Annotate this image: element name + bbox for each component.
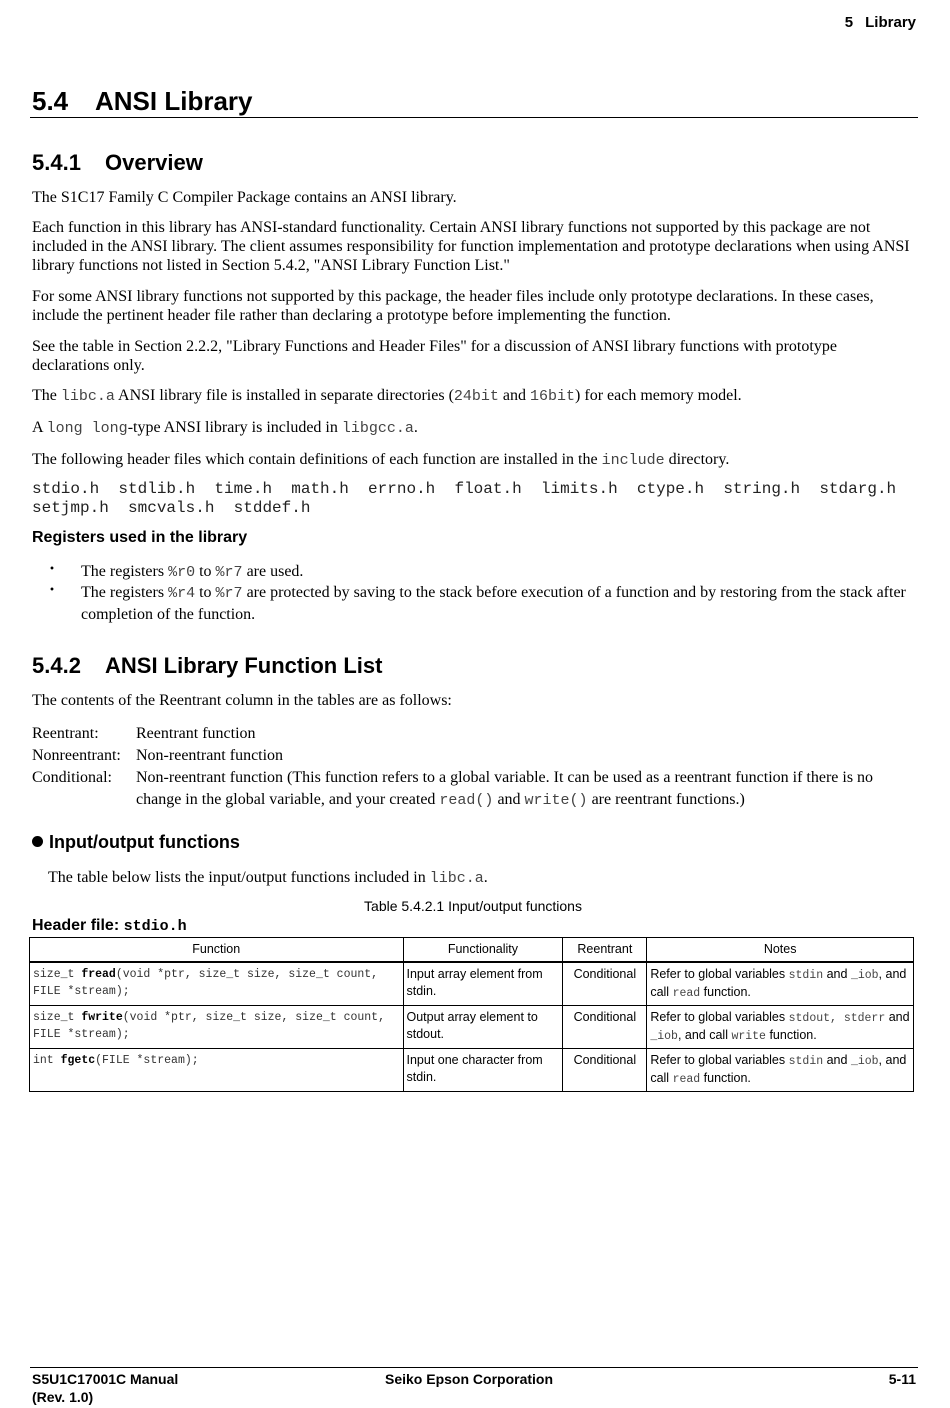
text: directory. xyxy=(664,451,730,468)
footer-rule xyxy=(30,1367,918,1368)
definition-conditional xyxy=(32,767,916,812)
overview-paragraph-4: See the table in Section 2.2.2, "Library Functions and Header Files" for a discussion of ANSI library functions with prototype declarations only. xyxy=(32,338,837,374)
definition-term: Reentrant: xyxy=(32,725,99,742)
reentrant-cell: Conditional xyxy=(563,1006,647,1049)
overview-number: 5.4.1 xyxy=(32,150,81,175)
code-function: read xyxy=(672,987,701,1000)
text: are reentrant functions.) xyxy=(587,791,745,808)
bullet-dot: ・ xyxy=(44,561,61,578)
text: The following header files which contain definitions of each function are installed in the xyxy=(32,451,602,468)
function-prototype xyxy=(30,1049,404,1092)
code-long-long: long long xyxy=(46,420,128,437)
text: to xyxy=(195,563,216,580)
definition-nonreentrant xyxy=(32,745,916,767)
column-header: Notes xyxy=(647,938,914,963)
overview-paragraph-2: Each function in this library has ANSI-standard functionality. Certain ANSI library functions not supported by this package are not included in the ANSI library. The client assumes responsibility for function implementation and prototype declarations when using ANSI library functions not listed in Section 5.4.2, "ANSI Library Function List." xyxy=(32,219,910,274)
definition-term: Conditional: xyxy=(32,769,112,786)
code-register: %r4 xyxy=(168,585,196,602)
code-libc: libc.a xyxy=(60,388,115,405)
code-variable: _iob xyxy=(850,969,879,982)
text: The registers xyxy=(81,563,169,580)
code-variable: _iob xyxy=(650,1030,678,1043)
overview-heading xyxy=(32,150,203,176)
text: The xyxy=(32,387,61,404)
io-functions-title: Input/output functions xyxy=(49,832,240,852)
table-header-row xyxy=(30,938,914,963)
text: function. xyxy=(700,1071,751,1085)
header-file-label xyxy=(32,917,187,935)
function-args: (void *ptr, size_t size, size_t count, FILE *stream); xyxy=(33,1011,385,1041)
header-files-line-1: stdio.h stdlib.h time.h math.h errno.h float.h limits.h ctype.h string.h stdarg.h xyxy=(32,480,897,498)
overview-paragraph-7 xyxy=(32,450,916,470)
section-heading xyxy=(32,86,253,117)
bullet-text xyxy=(81,561,916,583)
overview-title: Overview xyxy=(105,150,203,175)
bullet-circle-icon xyxy=(32,836,43,847)
overview-paragraph-1: The S1C17 Family C Compiler Package contains an ANSI library. xyxy=(32,189,457,206)
page-number: 5-11 xyxy=(888,1371,916,1387)
code-variable: stdout, stderr xyxy=(788,1012,886,1025)
manual-revision: (Rev. 1.0) xyxy=(32,1389,94,1405)
table-row xyxy=(30,1006,914,1049)
function-name: fread xyxy=(81,968,116,981)
text: are used. xyxy=(242,563,304,580)
text: and xyxy=(823,1053,851,1067)
text: Refer to global variables xyxy=(650,1053,789,1067)
bullet-dot: ・ xyxy=(44,582,61,599)
text: -type ANSI library is included in xyxy=(127,419,342,436)
bullet-text xyxy=(81,582,916,625)
notes-cell xyxy=(647,1006,914,1049)
overview-paragraph-3: For some ANSI library functions not supported by this package, the header files include only prototype declarations. In these cases, include the pertinent header file rather than declaring a prototype before implementing the function. xyxy=(32,288,874,324)
section-rule xyxy=(30,117,918,118)
reentrant-cell: Conditional xyxy=(563,962,647,1006)
reentrant-cell: Conditional xyxy=(563,1049,647,1092)
register-bullet-1 xyxy=(44,561,916,583)
definition-desc: Non-reentrant function xyxy=(136,747,284,764)
code-register: %r0 xyxy=(168,564,196,581)
io-functions-heading xyxy=(32,832,240,853)
functionality-cell: Input one character from stdin. xyxy=(403,1049,563,1092)
column-header: Functionality xyxy=(403,938,563,963)
notes-cell xyxy=(647,962,914,1006)
text: and xyxy=(498,387,531,404)
notes-cell xyxy=(647,1049,914,1092)
text: function. xyxy=(765,1028,817,1042)
table-row xyxy=(30,1049,914,1092)
section-number: 5.4 xyxy=(32,86,69,116)
code-16bit: 16bit xyxy=(530,388,576,405)
reentrant-intro: The contents of the Reentrant column in the tables are as follows: xyxy=(32,692,452,709)
manual-title: S5U1C17001C Manual xyxy=(32,1371,179,1387)
text: The registers xyxy=(81,584,169,601)
text: and xyxy=(823,967,851,981)
functionality-cell: Output array element to stdout. xyxy=(403,1006,563,1049)
code-function: read xyxy=(672,1073,701,1086)
overview-paragraph-5 xyxy=(32,386,916,406)
code-libgcc: libgcc.a xyxy=(341,420,414,437)
code-libc: libc.a xyxy=(429,870,484,887)
table-row xyxy=(30,962,914,1006)
column-header: Function xyxy=(30,938,404,963)
definition-reentrant xyxy=(32,723,916,745)
io-functions-table xyxy=(29,937,914,1092)
code-function: write xyxy=(731,1030,766,1043)
return-type: int xyxy=(33,1054,61,1067)
text: Header file: xyxy=(32,917,124,934)
definition-term: Nonreentrant: xyxy=(32,747,121,764)
function-name: fgetc xyxy=(60,1054,96,1067)
registers-heading: Registers used in the library xyxy=(32,529,248,546)
code-read: read() xyxy=(439,792,494,809)
function-args: (FILE *stream); xyxy=(95,1054,199,1067)
text: Refer to global variables xyxy=(650,1010,789,1024)
function-prototype xyxy=(30,962,404,1006)
code-write: write() xyxy=(524,792,588,809)
code-variable: _iob xyxy=(850,1055,879,1068)
table-caption: Table 5.4.2.1 Input/output functions xyxy=(364,898,582,914)
definition-desc: Reentrant function xyxy=(136,725,256,742)
running-head xyxy=(845,14,916,31)
header-files-line-2: setjmp.h smcvals.h stddef.h xyxy=(32,499,311,517)
footer-manual xyxy=(32,1370,178,1406)
register-bullet-2 xyxy=(44,582,916,625)
text: , and call xyxy=(650,967,907,999)
definition-desc xyxy=(136,767,916,812)
text: The table below lists the input/output functions included in xyxy=(48,869,430,886)
code-variable: stdin xyxy=(788,1055,824,1068)
function-list-title: ANSI Library Function List xyxy=(105,653,383,678)
text: . xyxy=(413,419,418,436)
text: ) for each memory model. xyxy=(575,387,742,404)
text: . xyxy=(483,869,488,886)
function-list-number: 5.4.2 xyxy=(32,653,81,678)
function-name: fwrite xyxy=(81,1011,123,1024)
text: function. xyxy=(700,985,751,999)
section-title: ANSI Library xyxy=(95,86,253,116)
functionality-cell: Input array element from stdin. xyxy=(403,962,563,1006)
text: Refer to global variables xyxy=(650,967,789,981)
text: to xyxy=(195,584,216,601)
io-intro xyxy=(48,868,916,888)
chapter-title: Library xyxy=(865,14,916,31)
code-include: include xyxy=(601,452,665,469)
text: , and call xyxy=(650,1053,907,1085)
header-file-name: stdio.h xyxy=(123,918,187,935)
chapter-number: 5 xyxy=(844,14,854,31)
column-header: Reentrant xyxy=(563,938,647,963)
function-prototype xyxy=(30,1006,404,1049)
footer-company: Seiko Epson Corporation xyxy=(385,1371,554,1387)
return-type: size_t xyxy=(33,968,82,981)
overview-paragraph-6 xyxy=(32,418,916,438)
function-list-heading xyxy=(32,653,382,679)
code-register: %r7 xyxy=(215,564,243,581)
return-type: size_t xyxy=(33,1011,82,1024)
code-variable: stdin xyxy=(788,969,824,982)
code-24bit: 24bit xyxy=(453,388,499,405)
text: ANSI library file is installed in separate directories ( xyxy=(114,387,454,404)
text: Non-reentrant function (This function refers to a global variable. It can be used as a reentrant function if there is no change in the global variable, and your created xyxy=(136,769,874,808)
text: and xyxy=(493,791,525,808)
text: A xyxy=(32,419,47,436)
text: and xyxy=(885,1010,910,1024)
code-register: %r7 xyxy=(215,585,243,602)
text: , and call xyxy=(677,1028,732,1042)
text: are protected by saving to the stack before execution of a function and by restoring from the stack after completion of the function. xyxy=(81,584,906,623)
function-args: (void *ptr, size_t size, size_t count, FILE *stream); xyxy=(33,968,379,998)
